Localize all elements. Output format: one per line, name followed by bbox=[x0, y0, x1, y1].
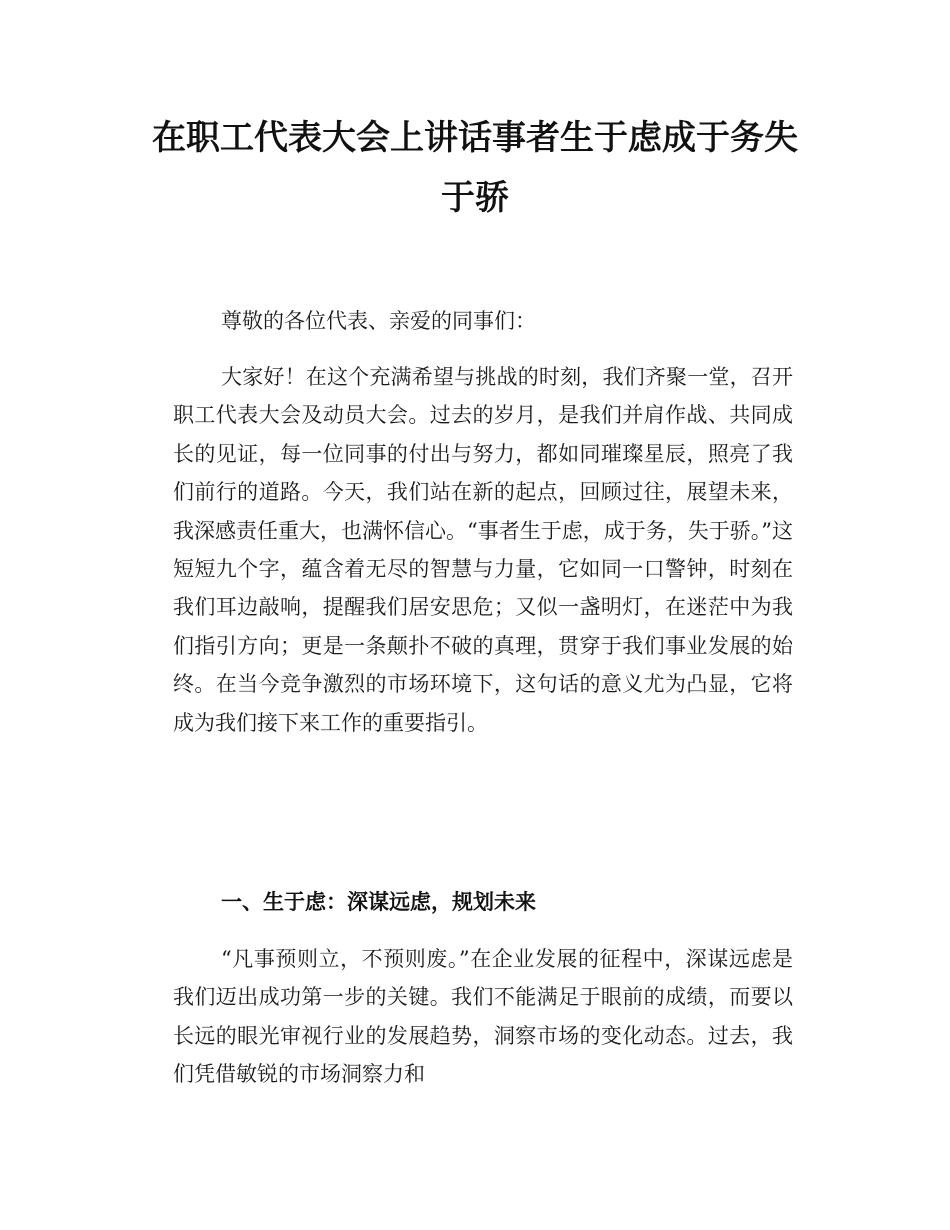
salutation: 尊敬的各位代表、亲爱的同事们： bbox=[221, 309, 536, 333]
document-title: 在职工代表大会上讲话事者生于虑成于务失于骄 bbox=[152, 118, 798, 218]
intro-paragraph: 大家好！在这个充满希望与挑战的时刻，我们齐聚一堂，召开职工代表大会及动员大会。过去的岁月，是我们并肩作战、共同成长的见证，每一位同事的付出与努力，都如同璀璨星辰，照亮了我们前行的道路。今天，我们站在新的起点，回顾过往，展望未来，我深感责任重大，也满怀信心。“事者生于虑，成于务，失于骄。”这短短九个字，蕴含着无尽的智慧与力量，它如同一口警钟，时刻在我们耳边敲响，提醒我们居安思危；又似一盏明灯，在迷茫中为我们指引方向；更是一条颠扑不破的真理，贯穿于我们事业发展的始终。在当今竞争激烈的市场环境下，这句话的意义尤为凸显，它将成为我们接下来工作的重要指引。 bbox=[173, 365, 793, 735]
section-paragraph: “凡事预则立，不预则废。”在企业发展的征程中，深谋远虑是我们迈出成功第一步的关键。我们不能满足于眼前的成绩，而要以长远的眼光审视行业的发展趋势，洞察市场的变化动态。过去，我们凭借敏锐的市场洞察力和 bbox=[173, 947, 793, 1087]
salutation-block bbox=[173, 302, 793, 340]
intro-paragraph-block bbox=[173, 358, 793, 742]
section-paragraph-block bbox=[173, 940, 793, 1094]
section-heading: 一、生于虑：深谋远虑，规划未来 bbox=[221, 890, 536, 914]
